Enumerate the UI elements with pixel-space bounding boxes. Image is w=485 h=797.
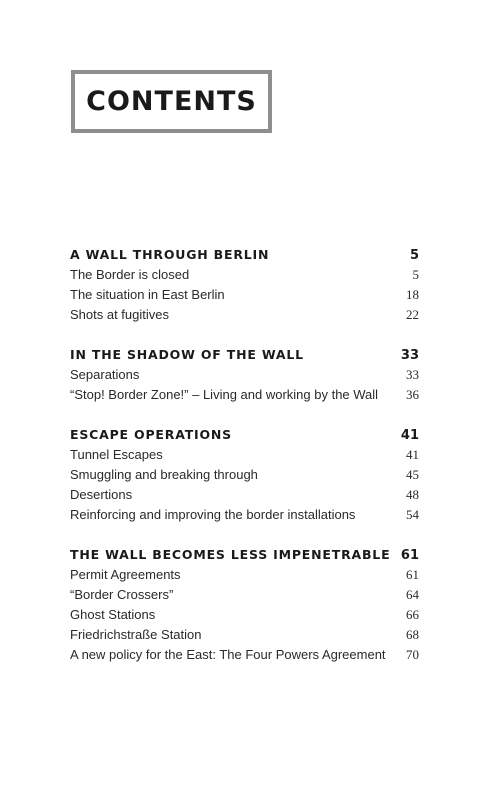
toc-section xyxy=(70,345,419,405)
contents-title-box xyxy=(71,70,272,133)
toc-entry-page: 70 xyxy=(406,647,419,662)
toc-entry-page: 22 xyxy=(406,307,419,322)
section-heading-page: 5 xyxy=(409,248,419,263)
toc-entry[interactable] xyxy=(70,505,419,525)
toc-entry[interactable] xyxy=(70,285,419,305)
toc-entry[interactable] xyxy=(70,265,419,285)
section-heading-label: ESCAPE OPERATIONS xyxy=(70,427,232,442)
toc-entry[interactable] xyxy=(70,385,419,405)
toc-entry[interactable] xyxy=(70,605,419,625)
toc-entry-label: The Border is closed xyxy=(70,267,190,282)
toc-entry-page: 33 xyxy=(406,367,419,382)
section-heading-page: 41 xyxy=(400,428,419,443)
toc-entry[interactable] xyxy=(70,585,419,605)
toc-entry-page: 64 xyxy=(406,587,419,602)
toc-entry-label: Permit Agreements xyxy=(70,567,181,582)
table-of-contents xyxy=(70,245,419,685)
section-heading[interactable] xyxy=(70,245,419,265)
page-title: CONTENTS xyxy=(86,86,257,117)
toc-entry[interactable] xyxy=(70,625,419,645)
section-heading-page: 61 xyxy=(400,548,419,563)
toc-entry[interactable] xyxy=(70,365,419,385)
toc-entry-label: “Border Crossers” xyxy=(70,587,174,602)
toc-entry-label: Separations xyxy=(70,367,140,382)
toc-entry-label: Smuggling and breaking through xyxy=(70,467,258,482)
toc-entry-page: 18 xyxy=(406,287,419,302)
toc-entry[interactable] xyxy=(70,485,419,505)
toc-section xyxy=(70,425,419,525)
section-heading[interactable] xyxy=(70,545,419,565)
toc-entry-label: Friedrichstraße Station xyxy=(70,627,202,642)
toc-entry[interactable] xyxy=(70,445,419,465)
toc-entry-page: 66 xyxy=(406,607,419,622)
toc-entry-page: 61 xyxy=(406,567,419,582)
toc-entry-page: 45 xyxy=(406,467,419,482)
section-heading-label: IN THE SHADOW OF THE WALL xyxy=(70,347,304,362)
section-heading[interactable] xyxy=(70,425,419,445)
toc-entry-page: 68 xyxy=(406,627,419,642)
section-heading-label: A WALL THROUGH BERLIN xyxy=(70,247,270,262)
toc-entry-page: 5 xyxy=(412,267,419,282)
toc-entry[interactable] xyxy=(70,565,419,585)
toc-entry-label: Ghost Stations xyxy=(70,607,156,622)
toc-entry[interactable] xyxy=(70,305,419,325)
section-heading-page: 33 xyxy=(400,348,419,363)
toc-entry-page: 41 xyxy=(406,447,419,462)
toc-entry-label: Tunnel Escapes xyxy=(70,447,163,462)
toc-entry[interactable] xyxy=(70,645,419,665)
toc-entry-page: 48 xyxy=(406,487,419,502)
toc-entry-page: 54 xyxy=(406,507,419,522)
section-heading[interactable] xyxy=(70,345,419,365)
toc-entry-label: The situation in East Berlin xyxy=(70,287,225,302)
toc-entry-label: “Stop! Border Zone!” – Living and working by the Wall xyxy=(70,387,379,402)
toc-section xyxy=(70,245,419,325)
toc-entry[interactable] xyxy=(70,465,419,485)
toc-entry-label: Shots at fugitives xyxy=(70,307,169,322)
toc-entry-page: 36 xyxy=(406,387,419,402)
toc-entry-label: Reinforcing and improving the border installations xyxy=(70,507,356,522)
toc-section xyxy=(70,545,419,665)
section-heading-label: THE WALL BECOMES LESS IMPENETRABLE xyxy=(70,547,391,562)
toc-entry-label: A new policy for the East: The Four Powers Agreement xyxy=(70,647,386,662)
toc-entry-label: Desertions xyxy=(70,487,133,502)
